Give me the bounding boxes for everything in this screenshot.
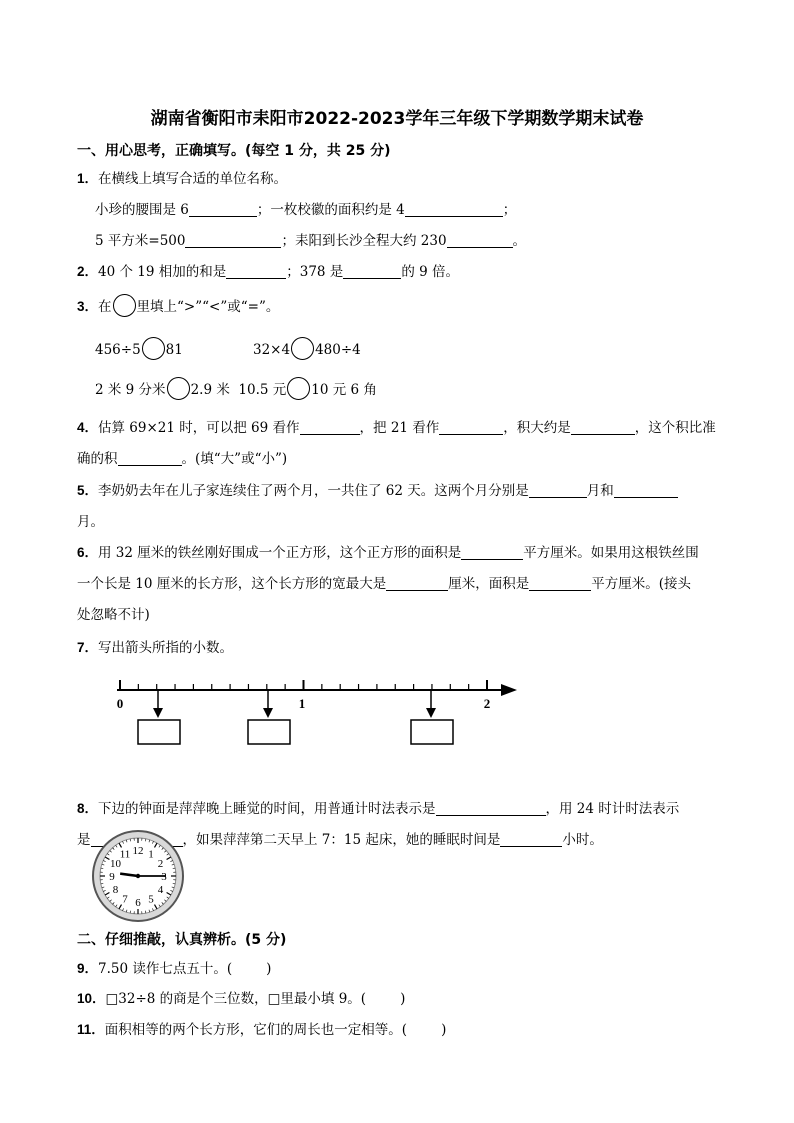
text: 厘米，面积是 [448, 576, 530, 592]
text: □32÷8 的商是个三位数，□里最小填 9。( [105, 991, 367, 1007]
question-text: 在横线上填写合适的单位名称。 [98, 171, 288, 187]
text: 估算 69×21 时，可以把 69 看作 [98, 420, 300, 436]
clock-number: 10 [109, 858, 121, 870]
text: ，如果萍萍第二天早上 7：15 起床，她的睡眠时间是 [182, 832, 501, 848]
answer-blank[interactable] [185, 233, 281, 248]
text: 一个长是 10 厘米的长方形，这个长方形的宽最大是 [77, 576, 387, 592]
clock-number: 1 [148, 848, 154, 861]
answer-blank[interactable] [461, 545, 523, 560]
clock-face [90, 828, 186, 924]
compare-circle[interactable] [291, 337, 314, 360]
question-2 [77, 260, 459, 280]
text: ，这个积比准 [634, 420, 716, 436]
answer-blank[interactable] [447, 233, 513, 248]
clock-number: 11 [119, 848, 131, 861]
question-number: 2． [77, 264, 99, 279]
question-11 [77, 1018, 446, 1038]
answer-blank[interactable] [500, 832, 562, 847]
text: 月。 [77, 514, 104, 530]
answer-blank[interactable] [300, 420, 360, 435]
text: ； [502, 202, 517, 218]
question-number: 5． [77, 483, 99, 498]
text: ，用 24 时计时法表示 [545, 801, 680, 817]
text: ；耒阳到长沙全程大约 230 [281, 233, 447, 249]
question-6 [77, 541, 699, 561]
answer-blank[interactable] [386, 576, 448, 591]
answer-blank[interactable] [571, 420, 635, 435]
question-8 [77, 797, 679, 817]
question-10 [77, 987, 405, 1007]
text: 李奶奶去年在儿子家连续住了两个月，一共住了 62 天。这两个月分别是 [98, 483, 529, 499]
text: 5 平方米=500 [95, 233, 186, 249]
answer-blank[interactable] [118, 451, 182, 466]
question-number: 7． [77, 640, 99, 655]
text: 里填上“>”“<”或“=”。 [136, 299, 280, 315]
text: 处忽略不计) [77, 607, 150, 623]
answer-blank[interactable] [436, 801, 546, 816]
text: ) [400, 991, 406, 1007]
answer-blank[interactable] [343, 264, 401, 279]
text: 是 [77, 832, 91, 848]
text: 小时。 [562, 832, 603, 848]
text: 小珍的腰围是 6 [95, 202, 189, 218]
answer-box-3[interactable] [411, 720, 453, 744]
pointer-arrow-3 [426, 690, 436, 718]
answer-blank[interactable] [529, 483, 587, 498]
text: 用 32 厘米的铁丝刚好围成一个正方形，这个正方形的面积是 [98, 545, 462, 561]
answer-blank[interactable] [529, 576, 591, 591]
clock-number: 12 [132, 845, 144, 857]
clock-center [136, 874, 140, 878]
question-number: 6． [77, 545, 99, 560]
question-text: 写出箭头所指的小数。 [98, 640, 234, 656]
answer-blank[interactable] [614, 483, 678, 498]
question-number: 11． [77, 1022, 105, 1037]
pointer-arrow-1 [153, 690, 163, 718]
question-1-line-2 [95, 229, 526, 249]
question-3 [77, 294, 279, 317]
text: 在 [98, 299, 112, 315]
expression: 480÷4 [315, 342, 361, 358]
question-6-line-2 [77, 572, 691, 592]
tick-label-0: 0 [116, 696, 124, 711]
expression: 10 元 6 角 [311, 382, 377, 398]
expression: 456÷5 [95, 342, 141, 358]
clock-number: 7 [122, 893, 128, 906]
text: ；一枚校徽的面积约是 4 [256, 202, 405, 218]
number-line [105, 668, 525, 758]
compare-circle[interactable] [167, 377, 190, 400]
question-number: 3． [77, 299, 99, 314]
text: 的 9 倍。 [401, 264, 459, 280]
clock-number: 9 [109, 871, 115, 883]
page-title: 湖南省衡阳市耒阳市2022-2023学年三年级下学期数学期末试卷 [150, 109, 644, 129]
tick-label-1: 1 [298, 696, 306, 711]
text: ，积大约是 [503, 420, 571, 436]
text: 确的积 [77, 451, 118, 467]
question-number: 8． [77, 801, 99, 816]
expression: 10.5 元 [238, 382, 287, 398]
answer-box-1[interactable] [138, 720, 180, 744]
question-9 [77, 957, 271, 977]
section-heading-2: 二、仔细推敲，认真辨析。(5 分) [77, 932, 287, 948]
text: ，把 21 看作 [359, 420, 440, 436]
text: 平方厘米。(接头 [591, 576, 692, 592]
clock-number: 2 [157, 858, 164, 870]
answer-blank[interactable] [189, 202, 257, 217]
question-4-line-2 [77, 447, 287, 467]
tick-label-2: 2 [483, 696, 491, 711]
question-number: 1． [77, 171, 99, 186]
answer-blank[interactable] [439, 420, 503, 435]
expression: 32×4 [253, 342, 291, 358]
text: 月和 [586, 483, 614, 499]
answer-box-2[interactable] [248, 720, 290, 744]
question-number: 4． [77, 420, 99, 435]
compare-circle [113, 294, 136, 317]
text: ；378 是 [286, 264, 344, 280]
text: 平方厘米。如果用这根铁丝围 [523, 545, 699, 561]
section-heading-1: 一、用心思考，正确填写。(每空 1 分，共 25 分) [77, 143, 391, 159]
clock-number: 8 [112, 884, 119, 896]
text: 。 [512, 233, 527, 249]
question-4 [77, 416, 716, 436]
answer-blank[interactable] [226, 264, 286, 279]
expression: 2 米 9 分米 [95, 382, 166, 398]
question-5 [77, 479, 678, 499]
question-5-line-2 [77, 510, 104, 530]
answer-blank[interactable] [405, 202, 503, 217]
text: ) [441, 1022, 447, 1038]
text: 40 个 19 相加的和是 [98, 264, 227, 280]
question-3-row-2 [95, 377, 377, 400]
compare-circle[interactable] [287, 377, 310, 400]
question-7 [77, 636, 233, 656]
expression: 81 [165, 342, 183, 358]
clock-number: 3 [161, 871, 167, 883]
clock-number: 5 [148, 893, 154, 906]
clock-number: 4 [157, 884, 164, 896]
question-6-line-3 [77, 603, 150, 623]
question-number: 10． [77, 991, 106, 1006]
question-3-row-1b [253, 337, 361, 360]
question-1 [77, 167, 287, 187]
number-line-arrowhead [501, 684, 517, 696]
question-1-line-1 [95, 198, 516, 218]
expression: 2.9 米 [190, 382, 230, 398]
text: ) [266, 961, 272, 977]
clock-number: 6 [135, 897, 141, 909]
question-3-row-1 [95, 337, 183, 360]
text: 面积相等的两个长方形，它们的周长也一定相等。( [104, 1022, 408, 1038]
compare-circle[interactable] [142, 337, 165, 360]
question-number: 9． [77, 961, 99, 976]
text: 7.50 读作七点五十。( [98, 961, 233, 977]
text: 下边的钟面是萍萍晚上睡觉的时间，用普通计时法表示是 [98, 801, 436, 817]
text: 。(填“大”或“小”) [181, 451, 288, 467]
pointer-arrow-2 [263, 690, 273, 718]
